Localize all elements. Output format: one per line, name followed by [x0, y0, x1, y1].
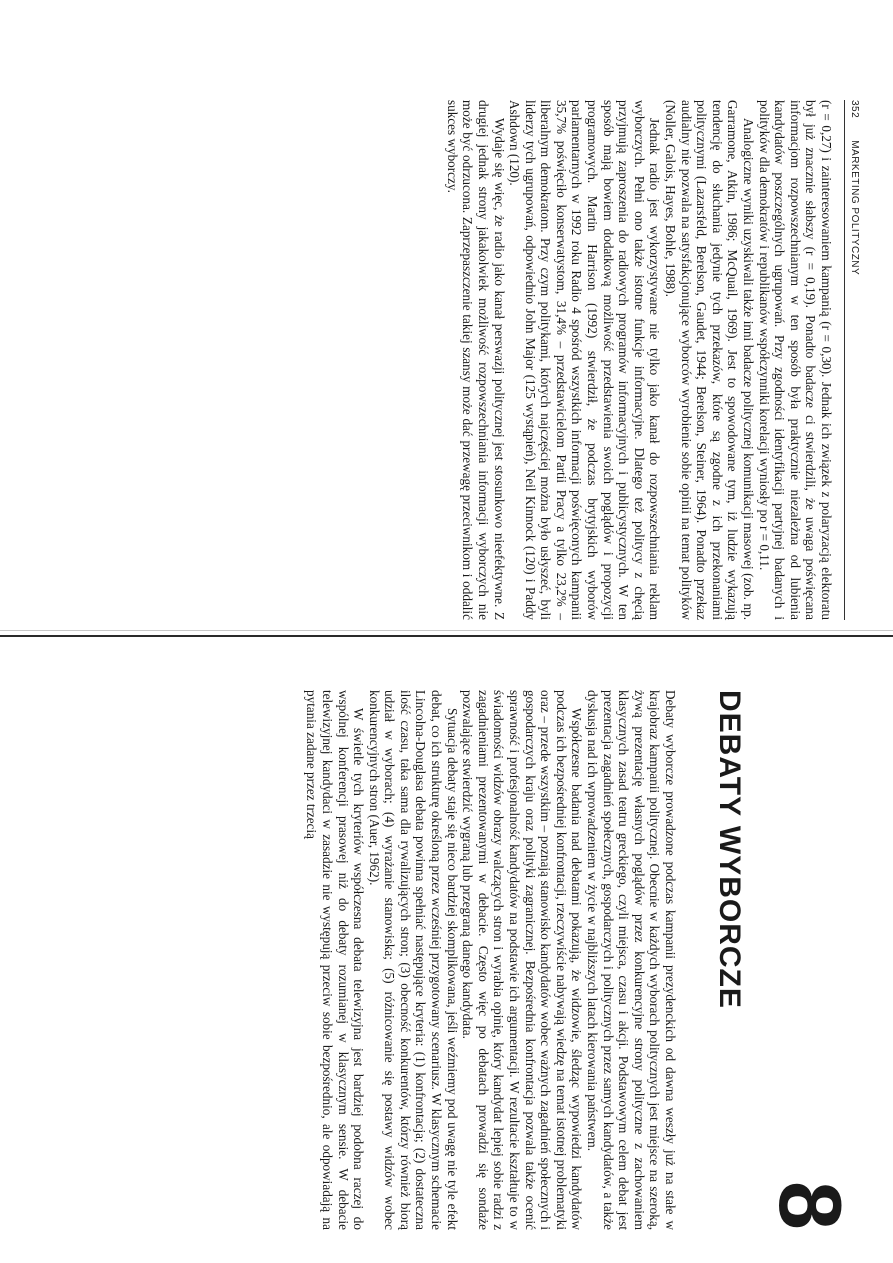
page-number: 352	[849, 100, 860, 119]
paragraph: Współczesne badania nad debatami pokazują, że widzowie, śledząc wypowiedzi kandydatów podczas ich bezpośredniej konfrontacji, rzeczywiście nabywają wiedzę na temat istotnej problematyki oraz – przede wszystkim – poznają stanowisko kandydatów wobec ważnych zagadnień społecznych i gospodarczych kraju oraz polityki zagranicznej. Bezpośrednia konfrontacja pozwala także ocenić sprawność i profesjonalność kandydatów na podstawie ich argumentacji. W rezultacie kształtuje to w świadomości widzów obrazy walczących stron i wyrabia opinię, który kandydat lepiej sobie radzi z zagadnieniami prezentowanymi w debacie. Często więc po debatach prowadzi się sondaże pozwalające stwierdzić wygraną lub przegraną danego kandydata.	[460, 690, 585, 1230]
paragraph: Sytuacja debaty staje się nieco bardziej skomplikowana, jeśli weźmiemy pod uwagę nie tyle efekt debat, co ich strukturę określoną przez wcześniej przygotowany scenariusz. W klasycznym schemacie Lincolna-Douglasa debata powinna spełniać następujące kryteria: (1) konfrontacja; (2) dostateczna ilość czasu, taka sama dla rywalizujących stron; (3) obecność konkurentów, którzy również biorą udział w wyborach; (4) wyrażanie stanowiska; (5) różnicowanie się postawy widzów wobec konkurencyjnych stron (Auer, 1962).	[366, 690, 460, 1230]
right-page	[20, 690, 860, 1230]
chapter-title: DEBATY WYBORCZE	[713, 690, 746, 1009]
page-gutter	[0, 635, 893, 637]
left-page	[100, 100, 860, 620]
page-gutter-shadow	[0, 630, 893, 631]
paragraph: Wydaje się więc, że radio jako kanał perswazji politycznej jest stosunkowo nieefektywne. Z drugiej jednak strony jakakolwiek możliwość rozpowszechniania informacji wyborczych nie może być odrzucona. Zaprzepaszczenie takiej szansy może dać przewagę przeciwnikom i oddalić sukces wyborczy.	[444, 100, 507, 620]
paragraph: Debaty wyborcze prowadzone podczas kampanii prezydenckich od dawna weszły już na stałe w krajobraz kampanii politycznej. Obecnie w każdych wyborach politycznych jest miejsce na szeroką, żywą prezentację własnych poglądów przez konkurencyjne strony polityczne z zachowaniem klasycznych zasad teatru greckiego, czyli miejsca, czasu i akcji. Podstawowym celem debat jest prezentacja zagadnień społecznych, gospodarczych i politycznych przez samych kandydatów, a także dyskusja nad ich wprowadzeniem w życie w najbliższych latach kierowania państwem.	[585, 690, 678, 1230]
paragraph: (r = 0,27) i zainteresowaniem kampanią (r = 0,30). Jednak ich związek z polaryzacją elektoratu był już znacznie słabszy (r = 0,19). Ponadto badacze ci stwierdzili, że uwaga poświęcana informacjom rozpowszechnianym w ten sposób była praktycznie niezależna od lubienia kandydatów poszczególnych ugrupowań. Przy zgodności identyfikacji partyjnej badanych i polityków dla demokratów i republikanów współczynniki korelacji wyniosły po r = 0,11.	[756, 100, 834, 620]
running-head	[844, 100, 860, 620]
running-head-title: MARKETING POLITYCZNY	[849, 140, 860, 276]
paragraph: Analogiczne wyniki uzyskiwali także inni badacze politycznej komunikacji masowej (zob. np. Garramone, Atkin, 1986; McQuail, 1969). Jest to spowodowane tym, iż ludzie wykazują tendencję do słuchania jedynie tych przekazów, które są zgodne z ich przekonaniami politycznymi (Lazarsfeld, Berelson, Gaudet, 1944; Berelson, Steiner, 1964). Ponadto przekaz audialny nie pozwala na satysfakcjonujące wyborców wyrobienie sobie opinii na temat polityków (Noller, Galois, Hayes, Bohle, 1988).	[663, 100, 757, 620]
paragraph: W świetle tych kryteriów współczesna debata telewizyjna jest bardziej podobna raczej do wspólnej konferencji prasowej niż do debaty rozumianej w klasycznym sensie. W debacie telewizyjnej kandydaci w zasadzie nie występują przeciw sobie bezpośrednio, ale odpowiadają na pytania zadane przez trzecią	[304, 690, 367, 1230]
paragraph: Jednak radio jest wykorzystywane nie tylko jako kanał do rozpowszechniania reklam wyborczych. Pełni ono także istotne funkcje informacyjne. Dlatego też politycy z chęcią przyjmują zaproszenia do radiowych programów informacyjnych i publicystycznych. W ten sposób mają bowiem dodatkową możliwość przedstawienia swoich poglądów i propozycji programowych. Martin Harrison (1992) stwierdził, że podczas brytyjskich wyborów parlamentarnych w 1992 roku Radio 4 spośród wszystkich informacji poświęconych kampanii 35,7% poświęciło konserwatystom, 31,4% – przedstawicielom Partii Pracy a tylko 23,2% – liberalnym demokratom. Przy czym politykami, których najczęściej można było usłyszeć, byli liderzy tych ugrupowań, odpowiednio John Major (125 wystąpień), Neil Kinnock (120) i Paddy Ashdown (120).	[507, 100, 663, 620]
chapter-number: 8	[761, 1181, 860, 1230]
